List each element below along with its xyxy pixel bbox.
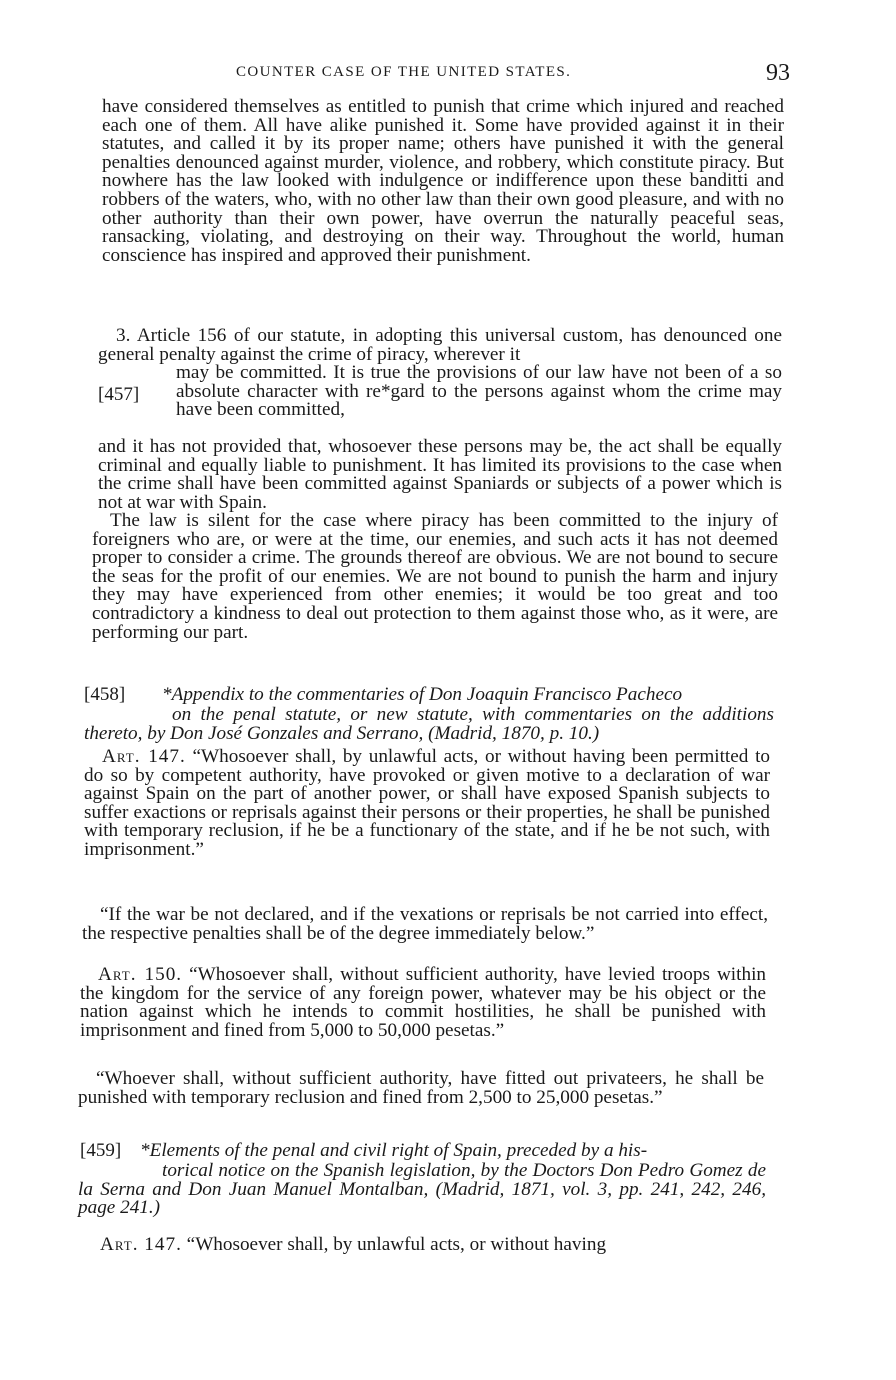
article-147-second-label: Art. 147. (100, 1234, 182, 1255)
article-150 (80, 966, 766, 1040)
paragraph-2-rest-a: may be committed. It is true the provisions of our law have not been of a so absolute character with re*gard to the persons against whom the crime may have been committed, (176, 362, 782, 421)
paragraph-3-text: The law is silent for the case where piracy has been committed to the injury of foreigners who are, or were at the time, our enemies, and such acts it has not deemed proper to consider a crime. The grounds thereof are obvious. We are not bound to secure the seas for the profit of our enemies. We are not bound to punish the harm and injury they may have experienced from other enemies; it would be too great and too contradictory a kindness to deal out protection to them against those who, as it were, are performing our part. (92, 510, 778, 643)
running-head (100, 62, 790, 90)
paragraph-2-indented (148, 364, 782, 420)
article-147-second (100, 1236, 760, 1255)
running-title: COUNTER CASE OF THE UNITED STATES. (236, 64, 572, 80)
paragraph-2-rest-b: and it has not provided that, whosoever these persons may be, the act shall be equally criminal and equally liable to punishment. It has limited its provisions to the case when the crime shall have been committed against Spaniards or subjects of a power which is not at war with Spain. (98, 436, 782, 513)
heading-459-a: *Elements of the penal and civil right of Spain, preceded by a his- (140, 1140, 648, 1161)
article-147-second-text: “Whosoever shall, by unlawful acts, or without having (186, 1234, 607, 1255)
article-147-label: Art. 147. (102, 746, 186, 767)
heading-458-rest (84, 706, 774, 743)
heading-459-b: torical notice on the Spanish legislation, by the Doctors Don Pedro Gomez de la Serna and Don Juan Manuel Montalban, (Madrid, 1871, vol. 3, pp. 241, 242, 246, page 241.) (78, 1160, 766, 1219)
paragraph-2-first: 3. Article 156 of our statute, in adopting this universal custom, has denounced one general penalty against the crime of piracy, wherever it (98, 325, 782, 365)
paragraph-1 (102, 98, 784, 265)
margin-ref-457: [457] (98, 384, 140, 405)
margin-ref-458: [458] (84, 684, 126, 705)
article-147-text: “Whosoever shall, by unlawful acts, or without having been permitted to do so by competent authority, have provoked or given motive to a declaration of war against Spain on the part of another power, or shall have exposed Spanish subjects to suffer exactions or reprisals against their persons or their properties, he shall be punished with temporary reclusion, if he be a functionary of the state, and if he be not such, with imprisonment.” (84, 746, 770, 860)
heading-459-rest (78, 1162, 766, 1218)
heading-459-line1 (140, 1142, 766, 1161)
article-150-continued (78, 1070, 764, 1107)
article-147-cont-text: “If the war be not declared, and if the vexations or reprisals be not carried into effect, the respective penalties shall be of the degree immediately below.” (82, 904, 768, 944)
article-150-cont-text: “Whoever shall, without sufficient authority, have fitted out privateers, he shall be punished with temporary reclusion and fined from 2,500 to 25,000 pesetas.” (78, 1068, 764, 1108)
heading-458-line1 (162, 686, 776, 705)
page-number: 93 (766, 60, 790, 86)
paragraph-2 (98, 327, 782, 364)
heading-458-b: on the penal statute, or new statute, with commentaries on the additions thereto, by Don José Gonzales and Serrano, (Madrid, 1870, p. 10.) (84, 704, 774, 744)
paragraph-1-text: have considered themselves as entitled to punish that crime which injured and reached each one of them. All have alike punished it. Some have provided against it in their statutes, and called it by its proper name; others have punished it with the general penalties denounced against murder, violence, and robbery, which constitute piracy. But nowhere has the law looked with indulgence or indifference upon these banditti and robbers of the waters, who, with no other law than their own good pleasure, and with no other authority than their own power, have overrun the naturally peaceful seas, ransacking, violating, and destroying on their way. Throughout the world, human conscience has inspired and approved their punishment. (102, 96, 784, 266)
paragraph-3 (92, 512, 778, 642)
paragraph-2-continued (98, 438, 782, 512)
article-150-text: “Whosoever shall, without sufficient authority, have levied troops within the kingdom for the service of any foreign power, whatever may be his object or the nation against which he intends to commit hostilities, he shall be punished with imprisonment and fined from 5,000 to 50,000 pesetas.” (80, 964, 766, 1041)
margin-ref-459: [459] (80, 1140, 122, 1161)
heading-458-a: *Appendix to the commentaries of Don Joaquin Francisco Pacheco (162, 684, 683, 705)
article-150-label: Art. 150. (98, 964, 183, 985)
article-147 (84, 748, 770, 860)
article-147-continued (82, 906, 768, 943)
